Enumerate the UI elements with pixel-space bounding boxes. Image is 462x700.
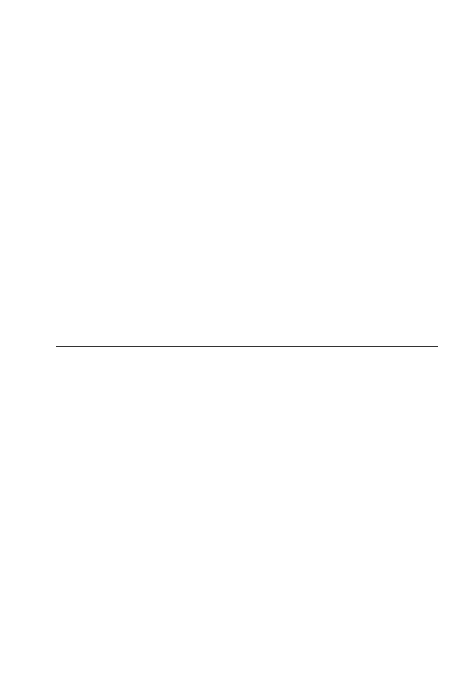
toc-bottom-section (56, 358, 438, 663)
section-divider (56, 346, 438, 347)
toc-top-columns (56, 42, 438, 342)
toc-bottom-columns (56, 358, 438, 663)
toc-top-section (56, 42, 438, 342)
